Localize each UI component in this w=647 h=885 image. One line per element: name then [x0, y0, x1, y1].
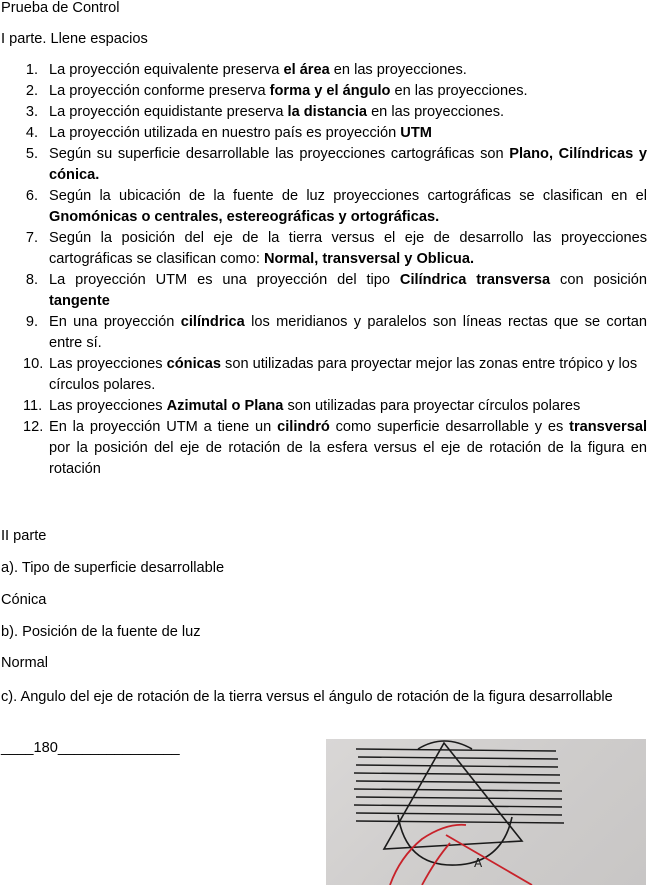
item-answer: tangente: [49, 293, 110, 309]
item-number: 12.: [23, 419, 44, 435]
item-number: 3.: [25, 104, 38, 120]
item-text: Las proyecciones: [49, 398, 167, 414]
item-text: En la proyección UTM a tiene un: [49, 419, 278, 435]
document-title: Prueba de Control: [1, 0, 120, 16]
list-item-4: [0, 123, 647, 144]
item-text: como superficie desarrollable y es: [329, 419, 570, 435]
item-number: 6.: [25, 188, 38, 204]
cone-projection-sketch: [326, 739, 646, 885]
handwritten-diagram-photo: [326, 739, 646, 885]
list-item-8: [0, 270, 647, 312]
cone-outline: [384, 741, 522, 865]
item-text: Según la ubicación de la fuente de luz proyecciones cartográficas se clasifican en el: [49, 188, 647, 204]
item-number: 2.: [25, 83, 38, 99]
item-number: 8.: [25, 272, 38, 288]
item-answer: cilíndrica: [180, 314, 245, 330]
item-text: son utilizadas para proyectar círculos polares: [283, 398, 581, 414]
item-text: La proyección utilizada en nuestro país es proyección: [49, 125, 401, 141]
red-annotations: [390, 825, 532, 885]
item-answer: cónicas: [166, 356, 221, 372]
item-text: En una proyección: [49, 314, 181, 330]
part2-heading: II parte: [1, 528, 47, 544]
item-text: los meridianos y paralelos son líneas rectas que se cortan entre sí.: [49, 314, 647, 351]
item-number: 11.: [23, 398, 43, 414]
answer-b: Normal: [1, 655, 49, 671]
item-answer: Gnomónicas o centrales, estereográficas y ortográficas.: [49, 209, 440, 225]
item-text: La proyección UTM es una proyección del tipo: [49, 272, 400, 288]
item-text: La proyección equivalente preserva: [49, 62, 284, 78]
answer-a: Cónica: [1, 592, 47, 608]
blank-line-suffix: _______________: [57, 740, 180, 756]
item-answer: Cilíndrica transversa: [399, 272, 551, 288]
question-b: b). Posición de la fuente de luz: [1, 624, 201, 640]
part1-heading: I parte. Llene espacios: [1, 31, 148, 47]
item-text: con posición: [550, 272, 647, 288]
parallel-lines: [354, 749, 564, 823]
list-item-9: [0, 312, 647, 354]
item-text: Las proyecciones: [49, 356, 167, 372]
item-text: La proyección conforme preserva: [49, 83, 270, 99]
list-item-2: [0, 81, 647, 102]
item-text: Según la posición del eje de la tierra versus el eje de desarrollo las proyecciones cartográficas se clasifican como:: [49, 230, 647, 267]
item-text: en las proyecciones.: [390, 83, 528, 99]
item-answer: forma y el ángulo: [269, 83, 391, 99]
item-text: Según su superficie desarrollable las proyecciones cartográficas son: [49, 146, 510, 162]
item-answer: Normal, transversal y Oblicua.: [263, 251, 475, 267]
part1-list: [0, 60, 647, 480]
item-number: 9.: [25, 314, 38, 330]
item-text: en las proyecciones.: [367, 104, 505, 120]
answer-c: [1, 740, 180, 756]
item-answer: Plano, Cilíndricas y cónica.: [49, 146, 647, 183]
list-item-7: [0, 228, 647, 270]
item-number: 1.: [25, 62, 38, 78]
list-item-12: [0, 417, 647, 480]
figure-label: A: [474, 856, 483, 870]
item-text: por la posición del eje de rotación de la esfera versus el eje de rotación de la figura en rotación: [49, 440, 647, 477]
item-text: son utilizadas para proyectar mejor las zonas entre trópico y los círculos polares.: [49, 356, 638, 393]
question-a: a). Tipo de superficie desarrollable: [1, 560, 225, 576]
item-answer: cilindró: [277, 419, 330, 435]
item-answer: Azimutal o Plana: [166, 398, 284, 414]
item-answer: transversal: [569, 419, 647, 435]
item-number: 10.: [23, 356, 44, 372]
list-item-1: [0, 60, 647, 81]
item-text: en las proyecciones.: [329, 62, 467, 78]
item-answer: UTM: [400, 125, 432, 141]
blank-value: 180: [33, 740, 58, 756]
item-number: 4.: [25, 125, 38, 141]
item-number: 5.: [25, 146, 38, 162]
item-answer: la distancia: [287, 104, 368, 120]
question-c: c). Angulo del eje de rotación de la tierra versus el ángulo de rotación de la figura desarrollable: [1, 689, 613, 705]
list-item-11: [0, 396, 647, 417]
list-item-10: [0, 354, 647, 396]
item-text: La proyección equidistante preserva: [49, 104, 288, 120]
list-item-3: [0, 102, 647, 123]
list-item-5: [0, 144, 647, 186]
list-item-6: [0, 186, 647, 228]
item-answer: el área: [283, 62, 330, 78]
blank-line-prefix: ____: [1, 740, 34, 756]
item-number: 7.: [25, 230, 38, 246]
